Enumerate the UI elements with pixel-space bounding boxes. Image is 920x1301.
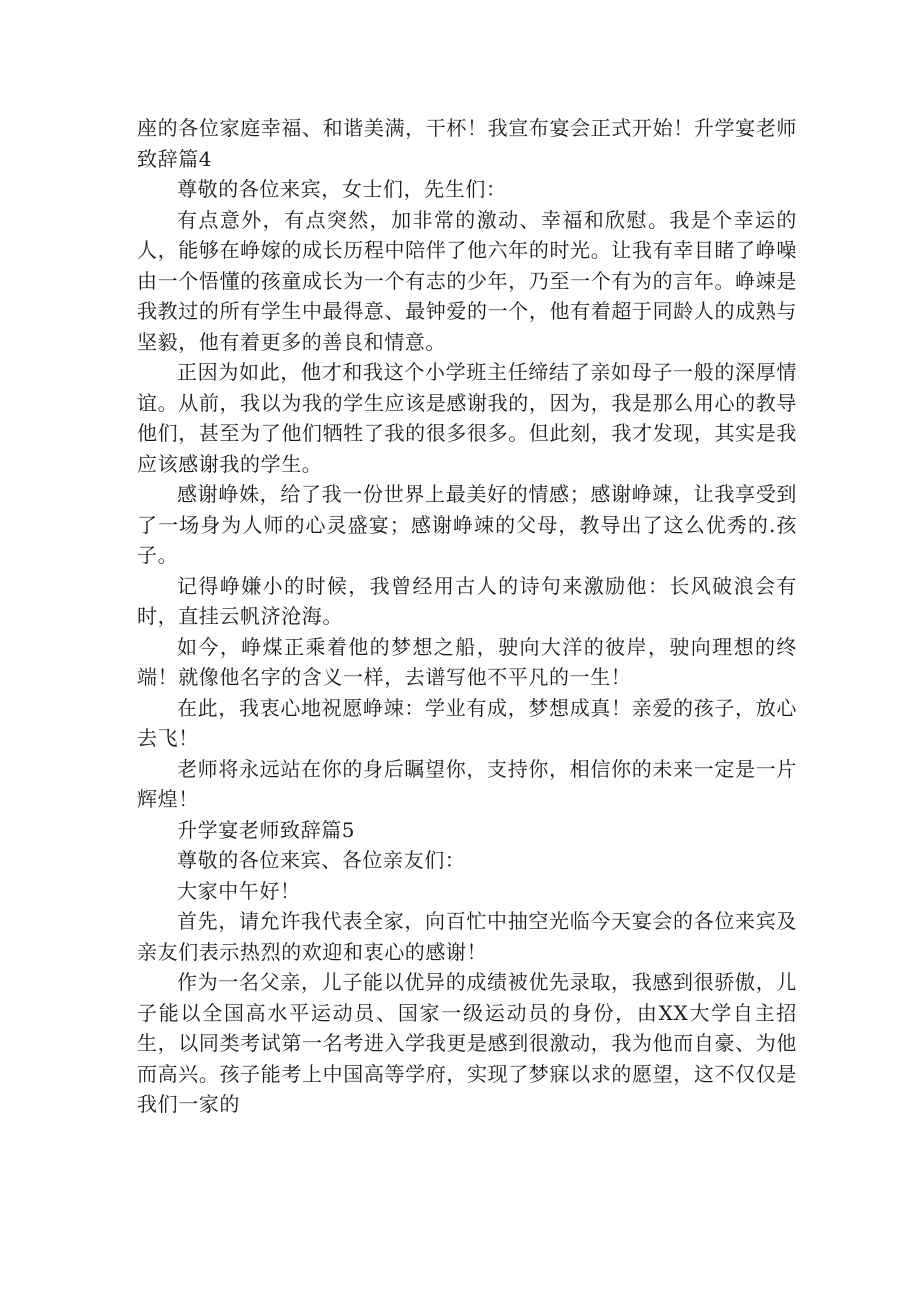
paragraph: 记得峥嫌小的时候，我曾经用古人的诗句来激励他：长风破浪会有时，直挂云帆济沧海。 bbox=[137, 573, 797, 628]
paragraph: 座的各位家庭幸福、和谐美满，干杯！我宣布宴会正式开始！升学宴老师致辞篇4 bbox=[137, 116, 797, 171]
salutation: 尊敬的各位来宾、各位亲友们： bbox=[177, 848, 466, 872]
paragraph: 正因为如此，他才和我这个小学班主任缔结了亲如母子一般的深厚情谊。从前，我以为我的学生应该是感谢我的，因为，我是那么用心的教导他们，甚至为了他们牺牲了我的很多很多。但此刻，我才发现，其实是我应该感谢我的学生。 bbox=[137, 360, 797, 476]
paragraph: 如今，峥煤正乘着他的梦想之船，驶向大洋的彼岸，驶向理想的终端！就像他名字的含义一样，去谱写他不平凡的一生！ bbox=[137, 634, 797, 689]
document-body bbox=[137, 113, 797, 1120]
paragraph: 在此，我衷心地祝愿峥竦：学业有成，梦想成真！亲爱的孩子，放心去飞！ bbox=[137, 695, 797, 750]
paragraph: 有点意外，有点突然，加非常的激动、幸福和欣慰。我是个幸运的人，能够在峥嫁的成长历程中陪伴了他六年的时光。让我有幸目睹了峥噪由一个悟懂的孩童成长为一个有志的少年，乃至一个有为的言年。峥竦是我教过的所有学生中最得意、最钟爱的一个，他有着超于同龄人的成熟与坚毅，他有着更多的善良和情意。 bbox=[137, 207, 797, 354]
paragraph: 感谢峥姝，给了我一份世界上最美好的情感；感谢峥竦，让我享受到了一场身为人师的心灵盛宴；感谢峥竦的父母，教导出了这么优秀的.孩子。 bbox=[137, 482, 797, 567]
section-heading: 升学宴老师致辞篇5 bbox=[177, 817, 356, 842]
paragraph: 尊敬的各位来宾，女士们，先生们： bbox=[177, 177, 507, 201]
paragraph: 首先，请允许我代表全家，向百忙中抽空光临今天宴会的各位来宾及亲友们表示热烈的欢迎和衷心的感谢！ bbox=[137, 909, 797, 964]
greeting: 大家中午好！ bbox=[177, 878, 301, 903]
paragraph: 作为一名父亲，儿子能以优异的成绩被优先录取，我感到很骄傲，儿子能以全国高水平运动员、国家一级运动员的身份，由XX大学自主招生，以同类考试第一名考进入学我更是感到很激动，我为他而自豪、为他而高兴。孩子能考上中国高等学府，实现了梦寐以求的愿望，这不仅仅是我们一家的 bbox=[137, 970, 797, 1116]
paragraph: 老师将永远站在你的身后瞩望你，支持你，相信你的未来一定是一片辉煌！ bbox=[137, 756, 797, 811]
